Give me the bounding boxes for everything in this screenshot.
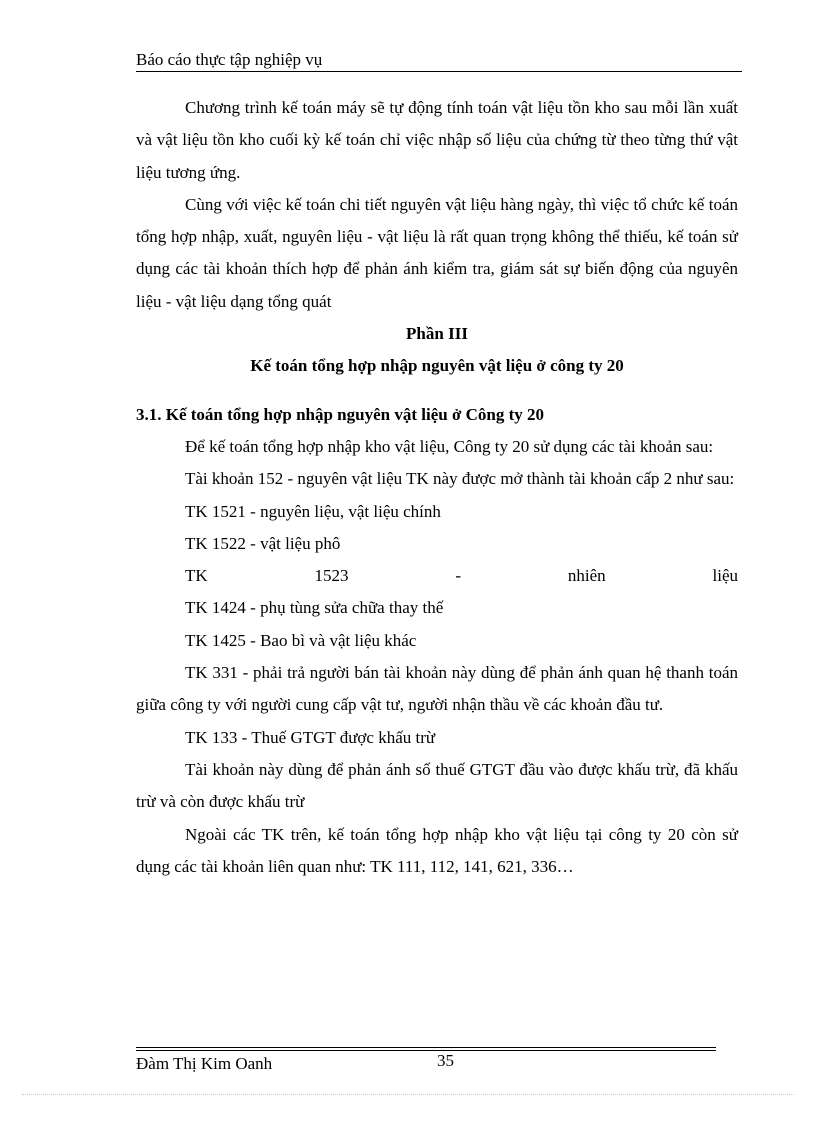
paragraph-5: TK 331 - phải trả người bán tài khoản này dùng để phản ánh quan hệ thanh toán giữa công ty với người cung cấp vật tư, người nhận thầu về các khoản đầu tư. [136,663,738,715]
paragraph-6: Tài khoản này dùng để phản ánh số thuế GTGT đầu vào được khấu trừ, đã khấu trừ và còn được khấu trừ [136,759,738,812]
account-tk1424: TK 1424 - phụ tùng sửa chữa thay thế [185,598,444,618]
paragraph-1: Chương trình kế toán máy sẽ tự động tính toán vật liệu tồn kho sau mỗi lần xuất và vật liệu tồn kho cuối kỳ kế toán chỉ việc nhập số liệu của chứng từ theo từng thứ vật liệu tương ứng. [136,98,738,182]
section-heading: 3.1. Kế toán tổng hợp nhập nguyên vật liệu ở Công ty 20 [136,404,545,424]
paragraph-2: Cùng với việc kế toán chi tiết nguyên vật liệu hàng ngày, thì việc tổ chức kế toán tổng hợp nhập, xuất, nguyên liệu - vật liệu là rất quan trọng không thể thiếu, kế toán sử dụng các tài khoản thích hợp để phản ánh kiểm tra, giám sát sự biến động của nguyên liệu - vật liệu dạng tổng quát [136,194,738,311]
tk1523-word-3: - [455,566,462,586]
part-subtitle: Kế toán tổng hợp nhập nguyên vật liệu ở công ty 20 [250,356,624,376]
tk1523-word-5: liệu [712,566,738,586]
footer-rule-top [136,1047,716,1048]
account-tk1523 [136,560,738,592]
page-body [136,92,738,883]
account-tk1425: TK 1425 - Bao bì và vật liệu khác [185,630,417,650]
page-number: 35 [437,1051,454,1070]
footer-rule-bottom [136,1050,716,1051]
account-tk1522: TK 1522 - vật liệu phô [185,533,341,553]
header-rule [136,71,742,72]
tk1523-word-4: nhiên [567,566,606,586]
footer-author: Đàm Thị Kim Oanh [136,1054,273,1073]
tk1523-word-2: 1523 [314,566,349,586]
paragraph-7: Ngoài các TK trên, kế toán tổng hợp nhập kho vật liệu tại công ty 20 còn sử dụng các tài khoản liên quan như: TK 111, 112, 141, 621, 336… [136,824,738,876]
paragraph-4: Tài khoản 152 - nguyên vật liệu TK này được mở thành tài khoản cấp 2 như sau: [185,469,735,489]
paragraph-3: Để kế toán tổng hợp nhập kho vật liệu, Công ty 20 sử dụng các tài khoản sau: [185,436,714,456]
account-tk1521: TK 1521 - nguyên liệu, vật liệu chính [185,501,441,521]
tk1523-word-1: TK [185,566,208,586]
page-edge-dotted-line [22,1094,794,1095]
running-header-title: Báo cáo thực tập nghiệp vụ [136,50,323,69]
account-tk133: TK 133 - Thuế GTGT được khấu trừ [185,727,436,747]
part-title: Phần III [406,324,468,344]
